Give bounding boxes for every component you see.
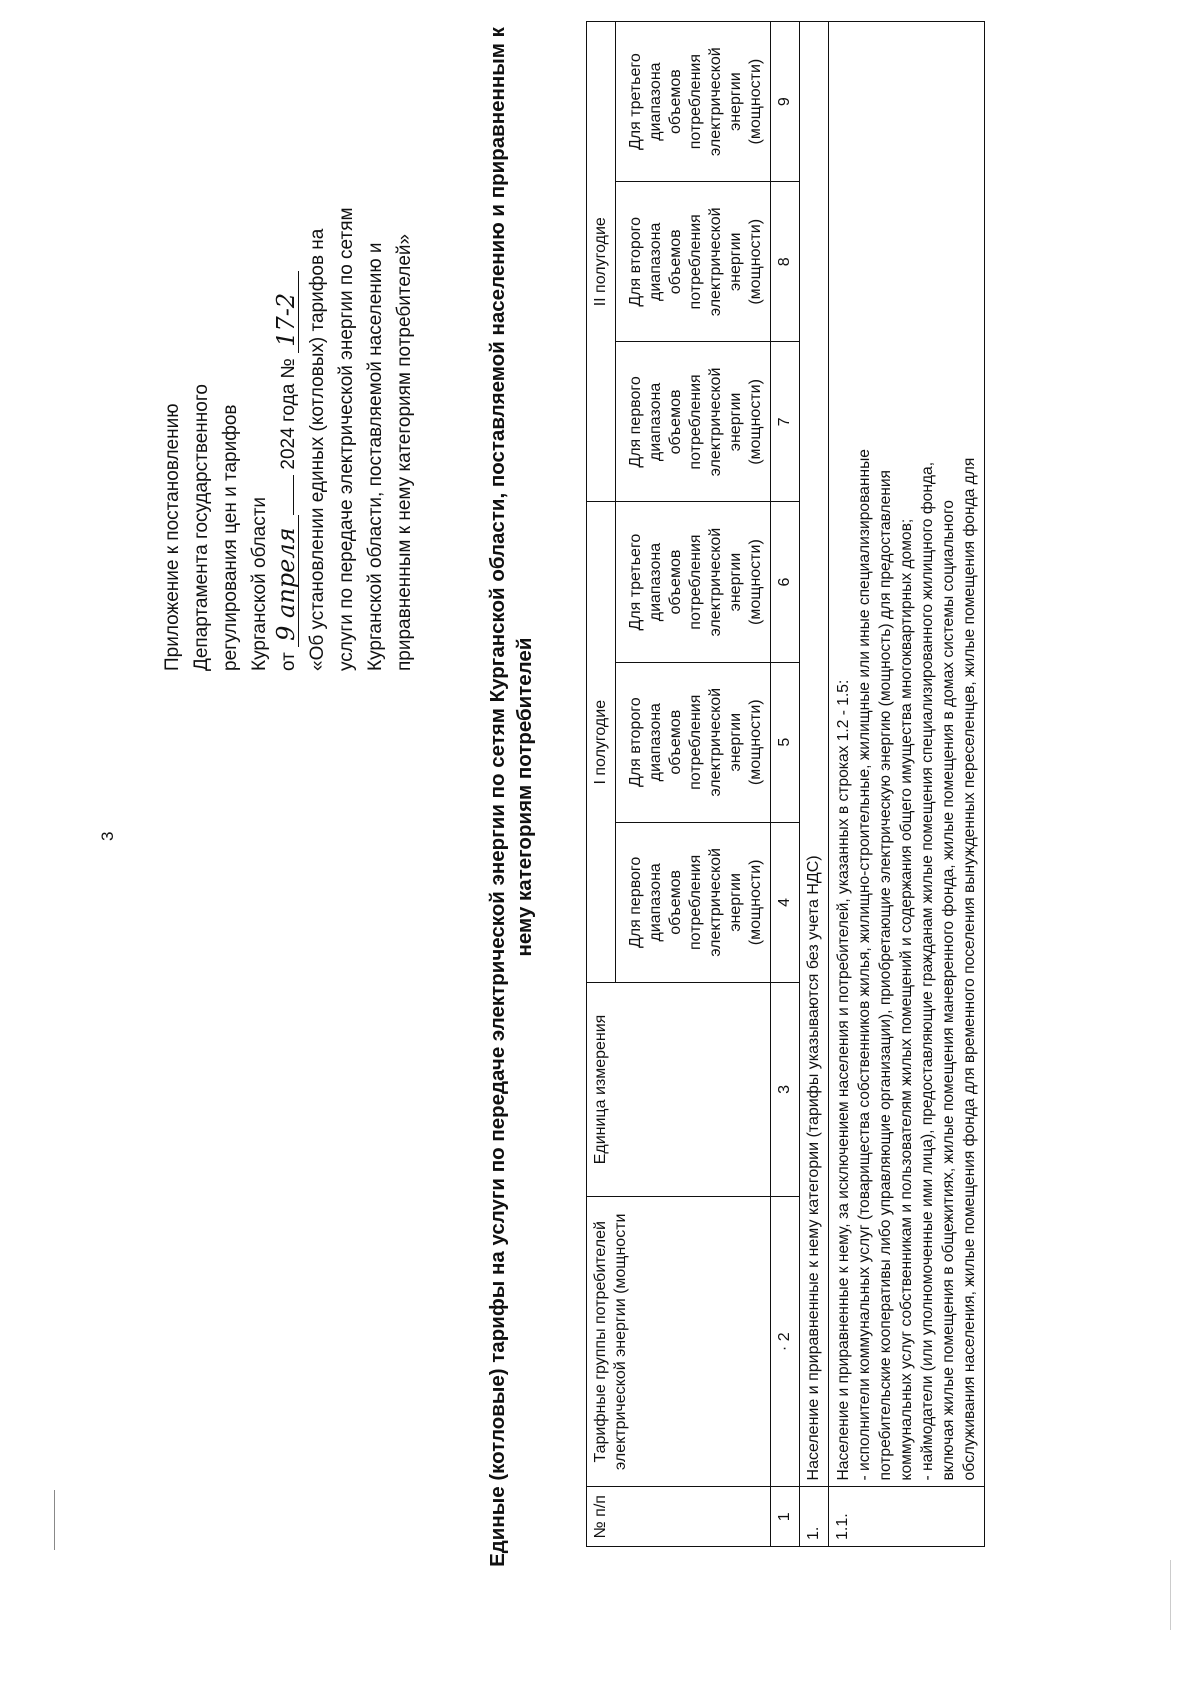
column-number: 9 [771,22,800,182]
subsection-num: 1.1. [829,1487,985,1547]
section-num: 1. [800,1487,829,1547]
column-number-row [771,22,800,1547]
document-title: Единые (котловые) тарифы на услуги по передаче электрической энергии по сетям Курганской области, поставляемой населению и приравненным к нему категориям потребителей [486,27,536,1567]
subsection-line: Население и приравненные к нему, за исключением населения и потребителей, указанных в строках 1.2 - 1.5: [835,679,852,1481]
column-number: 7 [771,342,800,502]
handwritten-number: 17-2 [274,271,299,353]
column-number: 4 [771,822,800,982]
header-line: Приложение к постановлению [162,403,183,671]
subject-line: приравненным к нему категориям потребителей» [394,233,415,671]
subject-line: «Об установлении единых (котловых) тарифов на [307,228,328,671]
subsection-text [829,22,985,1487]
header-line: регулирования цен и тарифов [220,404,241,671]
subsection-line: обслуживания населения, жилые помещения фонда для временного поселения вынужденных переселенцев, жилые помещения фонда для [961,457,978,1481]
column-number: 5 [771,662,800,822]
header-line: Курганской области [249,496,270,671]
half1-header: I полугодие [587,502,616,982]
date-underline [293,475,294,515]
column-number: · 2 [771,1196,800,1487]
subsection-line: включая жилые помещения в общежитиях, жилые помещения маневренного фонда, жилые помещения в домах системы социального [940,500,957,1481]
appendix-header [158,111,419,671]
subsection-line: - наймодатели (или уполномоченные ими лица), предоставляющие гражданам жилые помещения специализированного жилищного фонда, [919,461,936,1481]
header-row [587,22,616,1547]
subject-line: Курганской области, поставляемой населению и [365,242,386,671]
range1-header: Для первого диапазона объемов потребления электрической энергии (мощности) [616,342,771,502]
subsection-row [829,22,985,1547]
subsection-line: коммунальных услуг собственникам и пользователям жилых помещений и содержания общего имущества многоквартирных домов; [898,518,915,1481]
column-number: 6 [771,502,800,662]
subsection-line: - исполнители коммунальных услуг (товарищества собственников жилья, жилищно-строительные, жилищные или иные специализированные [856,449,873,1481]
year-text: 2024 года № [278,358,299,470]
section-row [800,22,829,1547]
subject-line: услуги по передаче электрической энергии по сетям [336,207,357,671]
date-line [274,111,303,671]
date-prefix: от [278,652,299,671]
section-text: Население и приравненные к нему категории (тарифы указываются без учета НДС) [800,22,829,1487]
column-number: 8 [771,182,800,342]
range3-header: Для третьего диапазона объемов потребления электрической энергии (мощности) [616,502,771,662]
page-number: 3 [98,831,117,841]
column-number: 3 [771,982,800,1196]
column-number: 1 [771,1487,800,1547]
header-line: Департамента государственного [191,384,212,671]
subsection-line: потребительские кооперативы либо управляющие организации), приобретающие электрическую энергию (мощность) для предоставления [877,469,894,1481]
tariff-table [586,21,985,1547]
range1-header: Для первого диапазона объемов потребления электрической энергии (мощности) [616,822,771,982]
range3-header: Для третьего диапазона объемов потребления электрической энергии (мощности) [616,22,771,182]
col-num-header: № п/п [587,1487,771,1547]
range2-header: Для второго диапазона объемов потребления электрической энергии (мощности) [616,662,771,822]
range2-header: Для второго диапазона объемов потребления электрической энергии (мощности) [616,182,771,342]
col-unit-header: Единица измерения [587,982,771,1196]
col-group-header: Тарифные группы потребителей электрической энергии (мощности [587,1196,771,1487]
half2-header: II полугодие [587,22,616,503]
handwritten-date: 9 апреля [274,515,299,647]
